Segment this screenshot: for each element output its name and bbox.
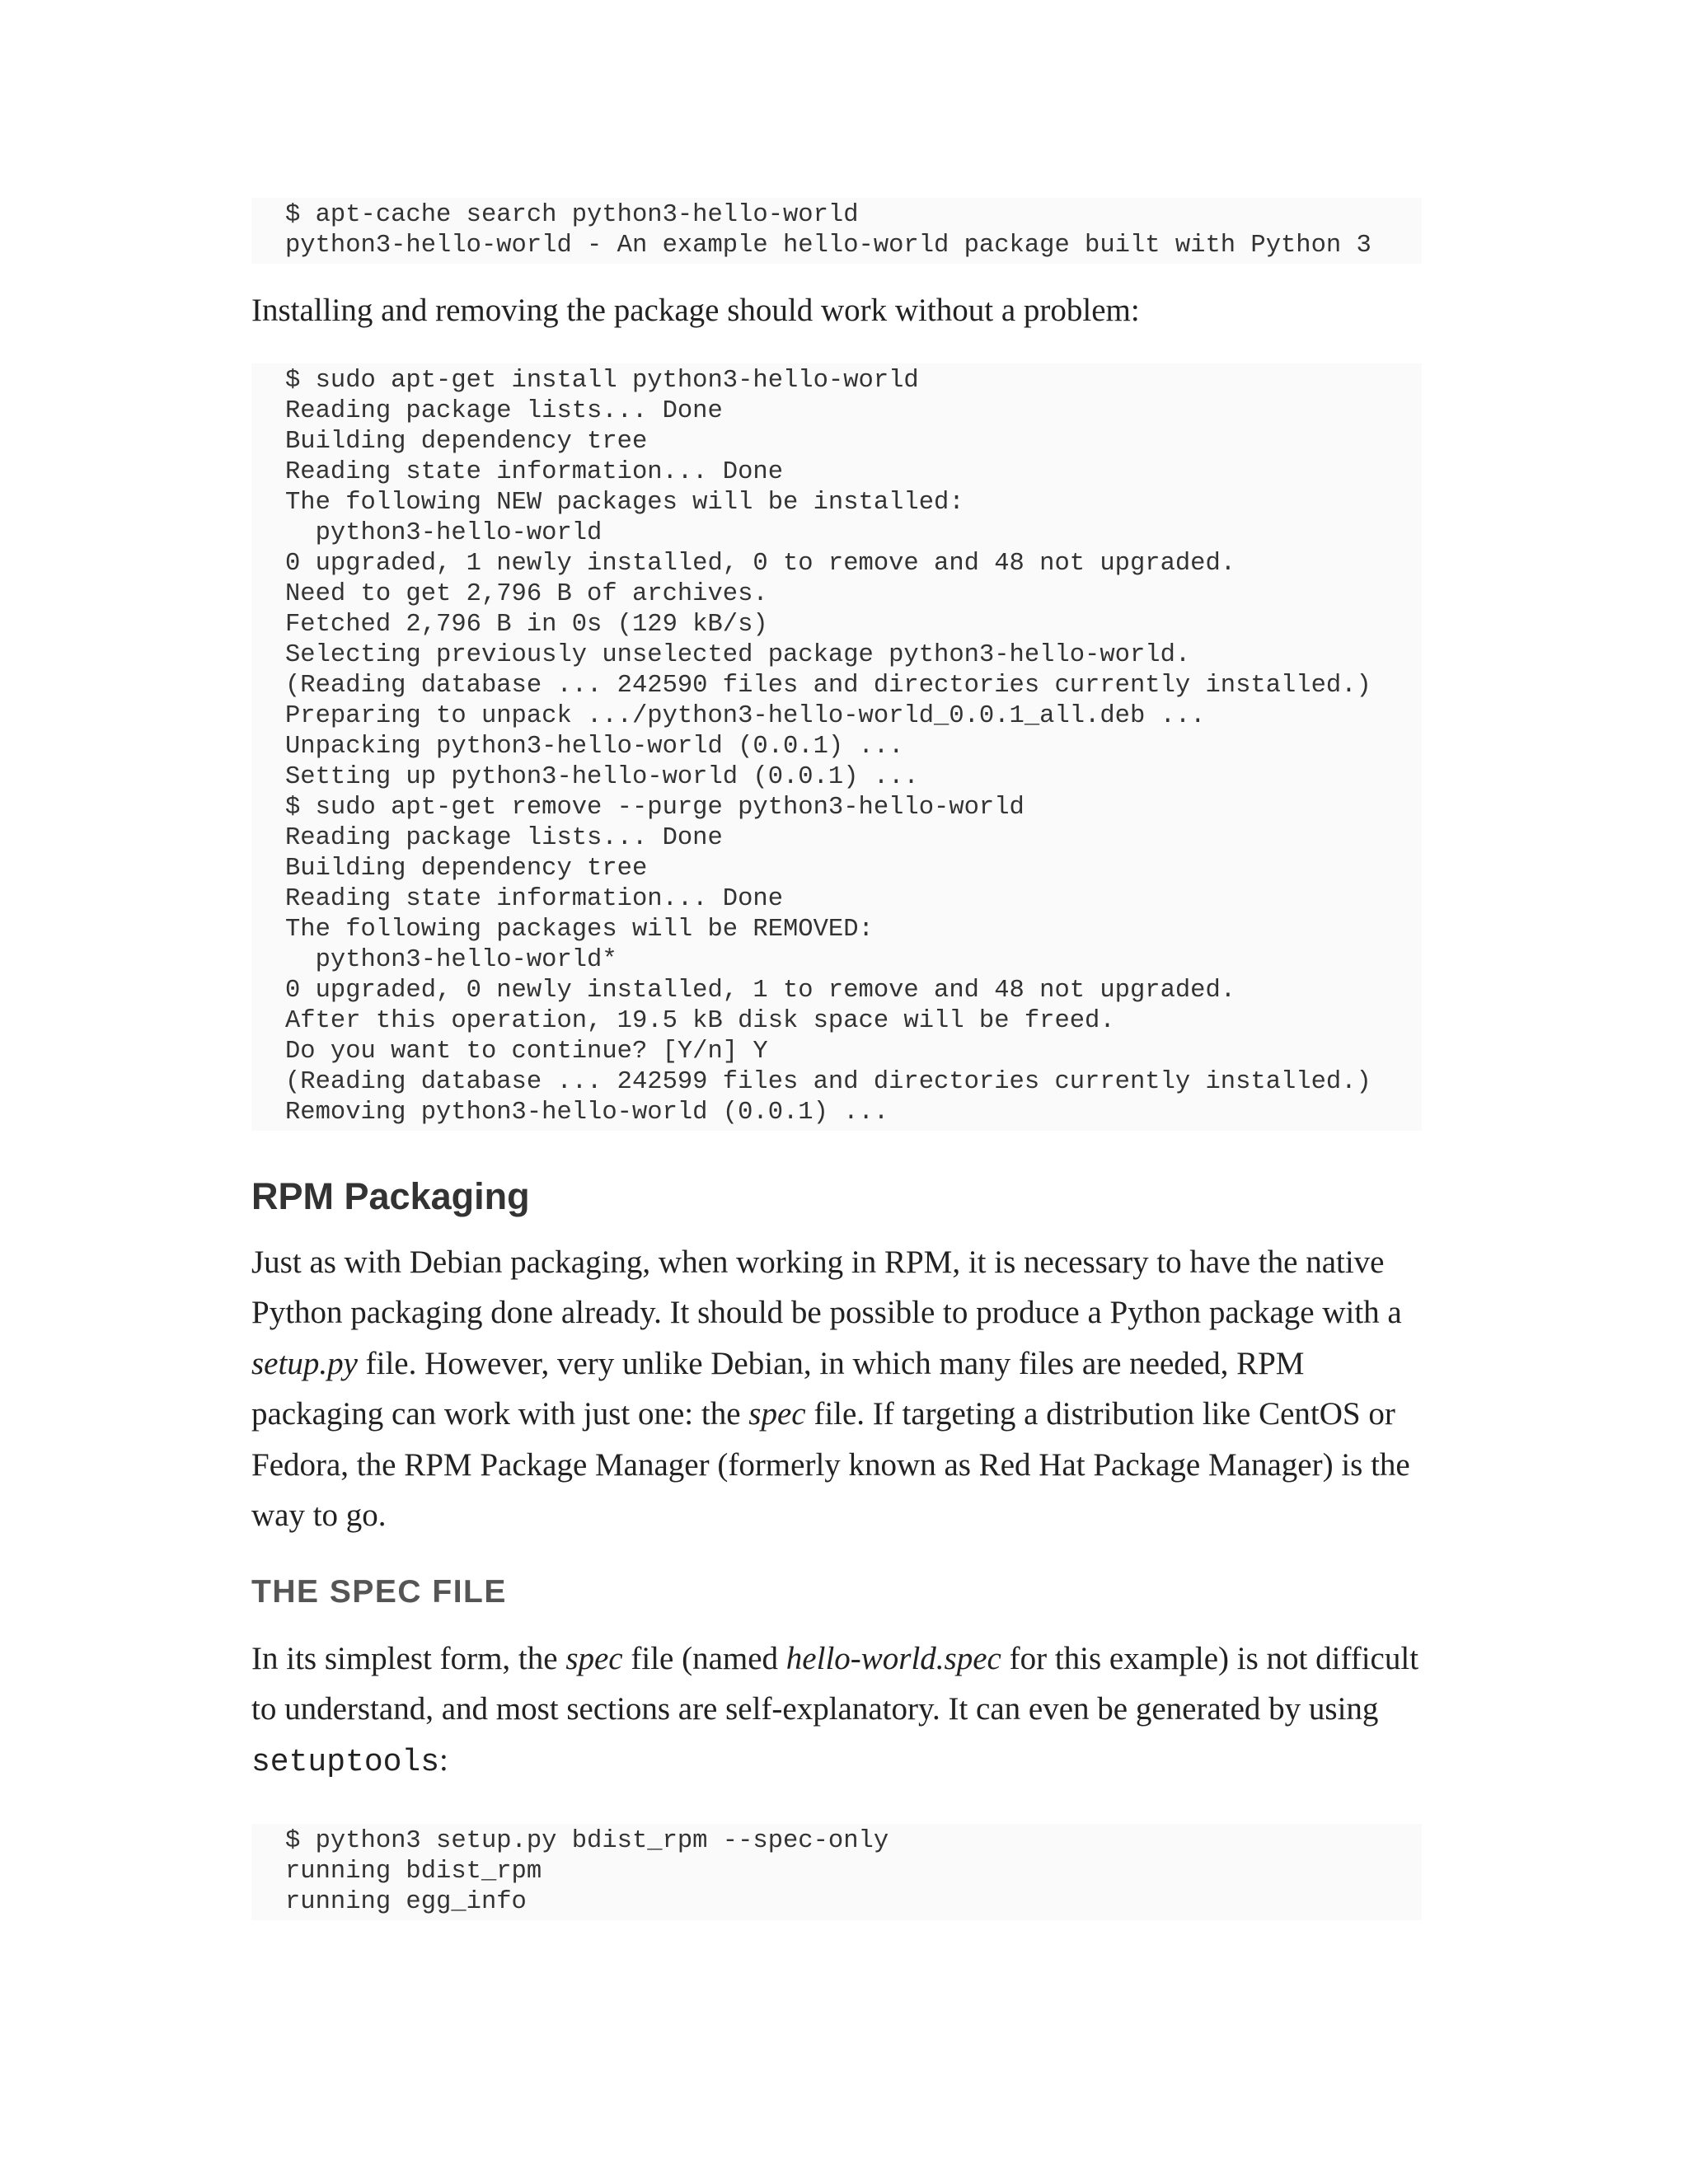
paragraph-rpm-intro [251,1237,1422,1541]
code-line: Reading package lists... Done [285,396,723,425]
code-line: 0 upgraded, 0 newly installed, 1 to remove and 48 not upgraded. [285,976,1236,1005]
paragraph-text: Installing and removing the package should work without a problem: [251,293,1140,328]
code-line: Need to get 2,796 B of archives. [285,579,768,608]
code-line: running bdist_rpm [285,1858,542,1886]
code-line: python3-hello-world [285,518,603,547]
code-line: Preparing to unpack .../python3-hello-world_0.0.1_all.deb ... [285,701,1206,730]
code-line: running egg_info [285,1888,527,1916]
paragraph-text: file (named [622,1640,786,1676]
code-line: $ python3 setup.py bdist_rpm --spec-only [285,1827,889,1855]
heading-the-spec-file: THE SPEC FILE [251,1573,507,1610]
code-line: Removing python3-hello-world (0.0.1) ... [285,1098,889,1127]
code-line: Reading package lists... Done [285,823,723,852]
code-line: (Reading database ... 242599 files and directories currently installed.) [285,1067,1372,1096]
code-block-apt-cache [251,198,1422,264]
paragraph-text: Just as with Debian packaging, when working in RPM, it is necessary to have the native Python packaging done already. It should be possible to produce a Python package with a [251,1244,1402,1330]
code-line: Reading state information... Done [285,884,783,913]
code-line: Building dependency tree [285,854,648,883]
code-line: Unpacking python3-hello-world (0.0.1) ... [285,732,904,761]
code-line: Reading state information... Done [285,457,783,486]
code-line: $ sudo apt-get remove --purge python3-hello-world [285,793,1025,822]
code-line: $ sudo apt-get install python3-hello-world [285,366,919,395]
code-block-bdist-rpm [251,1824,1422,1920]
code-line: $ apt-cache search python3-hello-world [285,201,859,229]
paragraph-text: file. However, very unlike Debian, in which many files are needed, RPM packaging can work with just one: the [251,1345,1305,1432]
code-line: python3-hello-world* [285,945,617,974]
paragraph-install-remove [251,285,1422,336]
code-line: (Reading database ... 242590 files and directories currently installed.) [285,671,1372,700]
term-spec: spec [748,1396,806,1432]
code-line: After this operation, 19.5 kB disk space will be freed. [285,1006,1115,1035]
document-page [251,191,1422,1920]
paragraph-text: In its simplest form, the [251,1640,566,1676]
code-line: Do you want to continue? [Y/n] Y [285,1037,768,1066]
paragraph-text: : [439,1741,448,1778]
paragraph-text: for this example) is not difficult to understand, and most sections are self-explanatory. It can even be generated by using [251,1640,1419,1727]
code-line: The following packages will be REMOVED: [285,915,874,944]
code-line: Selecting previously unselected package python3-hello-world. [285,640,1191,669]
code-line: Fetched 2,796 B in 0s (129 kB/s) [285,610,768,639]
term-spec: spec [565,1640,623,1676]
heading-rpm-packaging: RPM Packaging [251,1174,530,1217]
filename-setup-py: setup.py [251,1345,358,1381]
code-line: The following NEW packages will be installed: [285,488,964,517]
code-line: python3-hello-world - An example hello-world package built with Python 3 [285,232,1372,260]
paragraph-spec-file [251,1633,1422,1788]
inline-code-setuptools: setuptools [251,1744,440,1780]
paragraph-text: file. If targeting a distribution like CentOS or Fedora, the RPM Package Manager (formerly known as Red Hat Package Manager) is the way to go. [251,1396,1410,1533]
code-line: Setting up python3-hello-world (0.0.1) ... [285,762,919,791]
filename-hello-world-spec: hello-world.spec [785,1640,1001,1676]
code-line: 0 upgraded, 1 newly installed, 0 to remove and 48 not upgraded. [285,549,1236,578]
code-line: Building dependency tree [285,427,648,456]
code-block-install-remove [251,363,1422,1131]
